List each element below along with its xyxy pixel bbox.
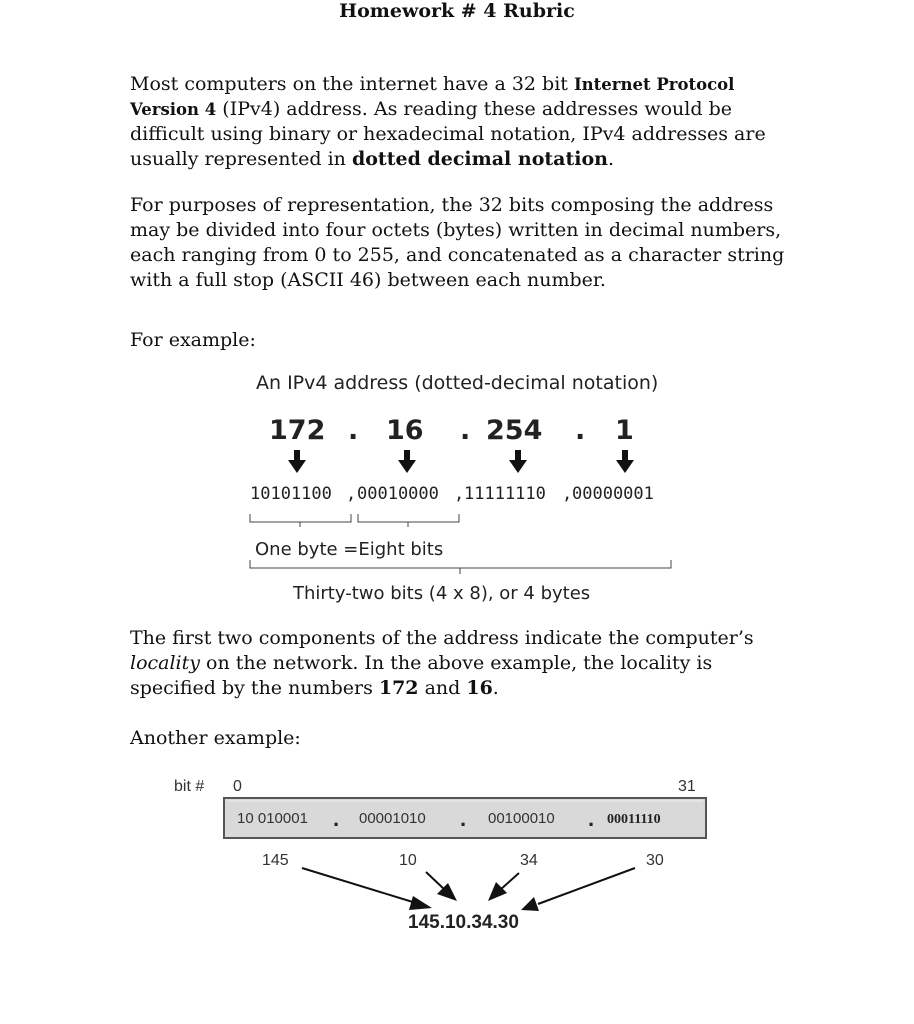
bits-octet-2: 00001010: [359, 810, 426, 827]
bits-octet-1: 10 010001: [237, 810, 308, 827]
text-segment: .: [492, 677, 499, 699]
term-dotted-decimal: dotted decimal notation: [351, 148, 608, 170]
paragraph-locality: [130, 626, 795, 701]
number-16: 16: [466, 677, 493, 699]
bit-end-label: 31: [678, 778, 696, 795]
total-bits-label: Thirty-two bits (4 x 8), or 4 bytes: [293, 583, 591, 604]
decimal-10: 10: [399, 852, 417, 869]
paragraph-ipv4-intro: [130, 72, 795, 172]
text-segment: .: [607, 148, 614, 170]
decimal-34: 34: [520, 852, 538, 869]
term-locality: locality: [130, 652, 201, 674]
term-internet-protocol: Internet Protocol Version 4: [130, 75, 735, 119]
text-segment: and: [418, 677, 467, 699]
dot-3: .: [575, 415, 586, 446]
bits-dot-3: .: [588, 806, 595, 831]
paragraph-another-example: Another example:: [130, 727, 301, 749]
number-172: 172: [378, 677, 419, 699]
octet-1: 172: [269, 415, 326, 446]
binary-octet-4: 00000001: [572, 484, 654, 504]
binary-octet-3: 11111110: [464, 484, 546, 504]
figure-heading: An IPv4 address (dotted-decimal notation): [256, 372, 659, 394]
down-arrow-icon: [398, 450, 416, 473]
text-segment: The first two components of the address indicate the computer’s: [130, 627, 754, 649]
binary-sep-2: ,: [454, 484, 465, 504]
decimal-145: 145: [262, 852, 289, 869]
binary-sep-1: ,: [346, 484, 357, 504]
binary-sep-3: ,: [562, 484, 573, 504]
decimal-30: 30: [646, 852, 664, 869]
ipv4-bit-conversion-figure: [170, 770, 715, 940]
byte-bracket: [250, 514, 459, 527]
paragraph-representation: For purposes of representation, the 32 bits composing the address may be divided into four octets (bytes) written in decimal numbers, each ranging from 0 to 255, and concatenated as a character string with a full stop (ASCII 46) between each number.: [130, 194, 785, 291]
down-arrow-icon: [509, 450, 527, 473]
text-segment: (IPv4) address. As reading these addresses would be difficult using binary or hexadecimal notation, IPv4 addresses are usually represented in: [130, 98, 766, 170]
arrow-from-145: [302, 868, 432, 910]
bit-number-label: bit #: [174, 778, 205, 795]
byte-label: One byte =Eight bits: [255, 539, 444, 560]
total-bits-bracket: [250, 560, 671, 574]
page-title: Homework # 4 Rubric: [339, 0, 575, 22]
ipv4-dotted-decimal-figure: [230, 362, 700, 614]
text-segment: on the network. In the above example, the locality is specified by the numbers: [130, 652, 713, 699]
paragraph-for-example: For example:: [130, 329, 256, 351]
bits-dot-2: .: [460, 806, 467, 831]
binary-octet-2: 00010000: [357, 484, 439, 504]
result-address: 145.10.34.30: [408, 912, 519, 933]
bits-octet-4: 00011110: [607, 812, 661, 827]
down-arrow-icon: [288, 450, 306, 473]
text-segment: Most computers on the internet have a 32 bit: [130, 73, 574, 95]
octet-3: 254: [486, 415, 543, 446]
arrow-from-30: [521, 868, 635, 911]
dot-1: .: [348, 415, 359, 446]
bits-octet-3: 00100010: [488, 810, 555, 827]
octet-4: 1: [615, 415, 634, 446]
bit-start-label: 0: [233, 778, 242, 795]
binary-octet-1: 10101100: [250, 484, 332, 504]
bits-dot-1: .: [333, 806, 340, 831]
arrow-from-34: [488, 873, 519, 901]
dot-2: .: [460, 415, 471, 446]
down-arrow-icon: [616, 450, 634, 473]
arrow-from-10: [426, 872, 457, 901]
octet-2: 16: [386, 415, 424, 446]
